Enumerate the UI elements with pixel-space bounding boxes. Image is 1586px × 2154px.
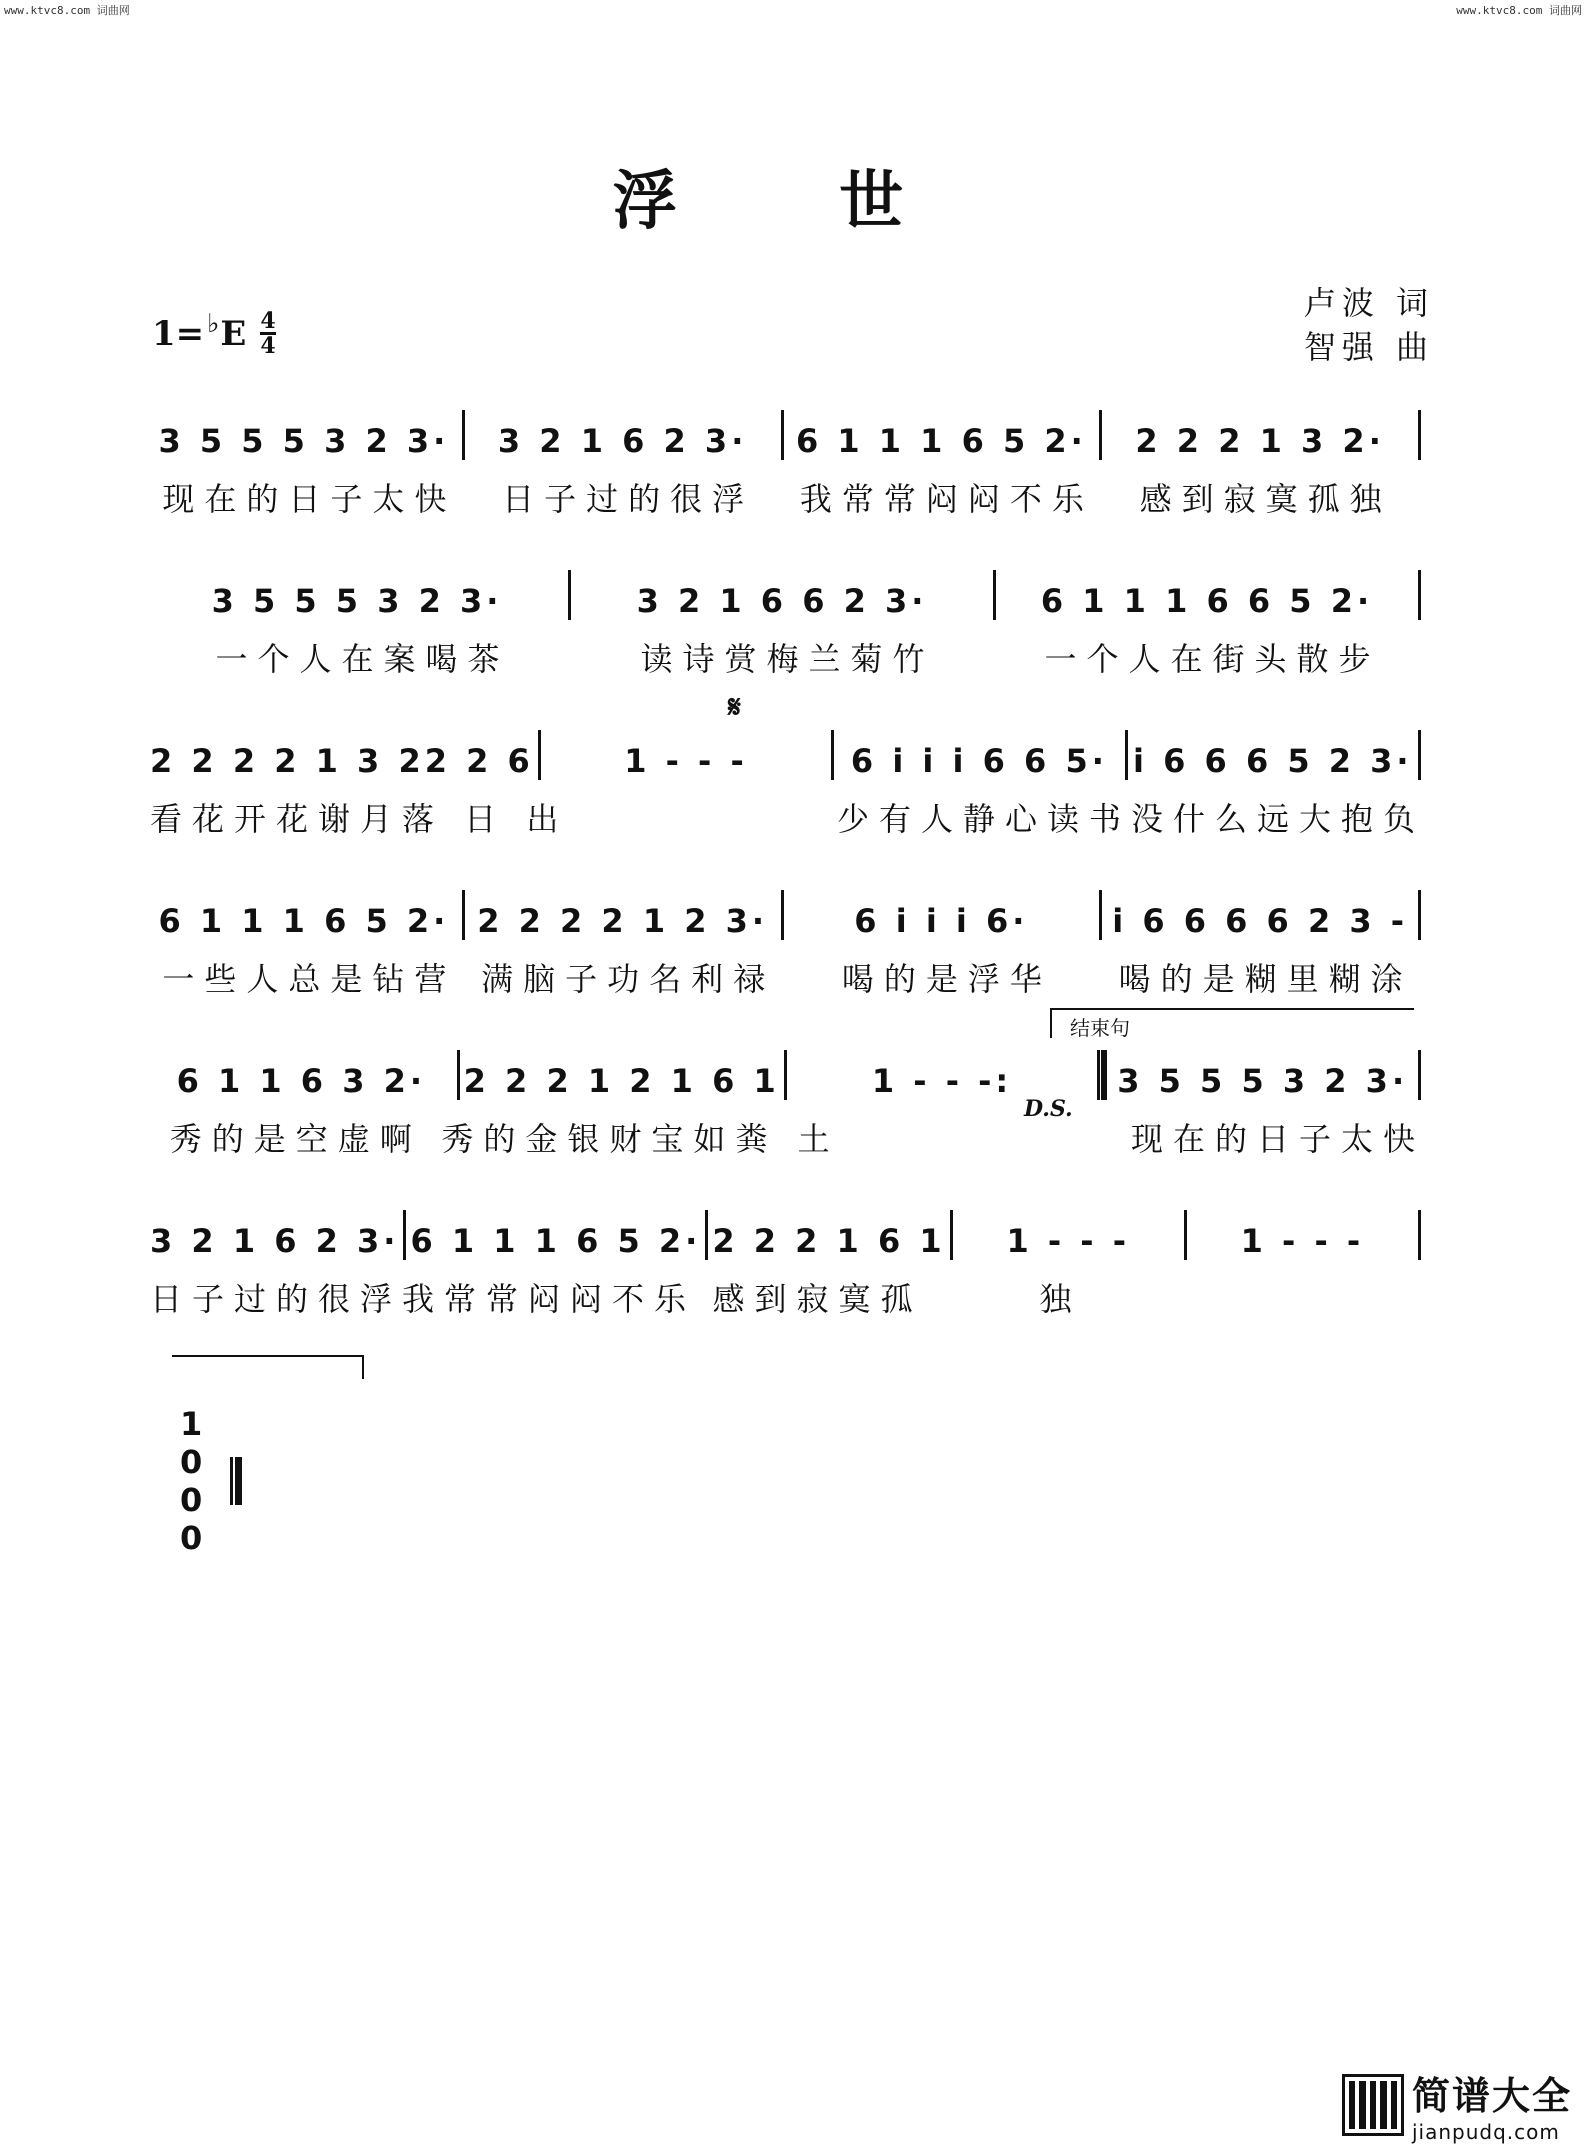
- barline: [1418, 1210, 1421, 1260]
- time-top: 4: [260, 308, 276, 334]
- barline: [831, 730, 834, 780]
- score-line-2: [150, 560, 1425, 680]
- final-measure: [180, 1405, 242, 1557]
- final-tie-bracket: [172, 1355, 364, 1379]
- lyric: 没什么远大抱负: [1130, 800, 1425, 838]
- barline: [705, 1210, 708, 1260]
- lyric-row: [150, 634, 1425, 680]
- measure: 2 2 2 2 1 3 22 2 6: [150, 742, 534, 780]
- score-line-1: [150, 400, 1425, 520]
- lyric-row: [150, 1114, 1425, 1160]
- barline: [462, 890, 465, 940]
- measure: i 6 6 6 5 2 3·: [1133, 742, 1413, 780]
- composer-credit: 智强 曲: [1303, 328, 1434, 366]
- song-title: 浮 世: [612, 165, 974, 239]
- site-logo: [1342, 2065, 1572, 2144]
- notation-row: [150, 720, 1425, 780]
- lyric: 满脑子功名利禄: [481, 960, 776, 998]
- measure: 3 2 1 6 2 3·: [150, 1222, 400, 1260]
- dal-segno-mark: D.S.: [1024, 1096, 1073, 1122]
- barline: [1418, 570, 1421, 620]
- notation-row: [150, 880, 1425, 940]
- piano-keys-icon: [1342, 2074, 1404, 2136]
- barline: [568, 570, 571, 620]
- score-line-6: [150, 1200, 1425, 1320]
- measure: 3 5 5 5 3 2 3·: [211, 582, 503, 620]
- lyric: 一些人总是钻营: [162, 960, 457, 998]
- time-bottom: 4: [260, 333, 276, 359]
- barline: [781, 890, 784, 940]
- ending-label: 结束句: [1070, 1016, 1130, 1040]
- lyric: 现在的日子太快: [162, 480, 457, 518]
- notation-row: [150, 1040, 1425, 1100]
- measure: 6 1 1 6 3 2·: [176, 1062, 427, 1100]
- watermark-right: www.ktvc8.com 词曲网: [1456, 4, 1582, 17]
- lyric: 独: [1039, 1280, 1082, 1318]
- barline: [457, 1050, 460, 1100]
- lyric: 喝的是糊里糊涂: [1118, 960, 1413, 998]
- lyric: 读诗赏梅兰菊竹: [640, 640, 935, 678]
- notation-row: [150, 560, 1425, 620]
- lyric: 日子过的很浮: [150, 1280, 403, 1318]
- lyric: 少有人静心读书: [836, 800, 1131, 838]
- lyric: 现在的日子太快: [1131, 1120, 1426, 1158]
- measure: 3 2 1 6 6 2 3·: [636, 582, 928, 620]
- measure: i 6 6 6 6 2 3 -: [1112, 902, 1409, 940]
- measure: 2 2 2 1 2 1 6 1: [463, 1062, 780, 1100]
- measure: 2 2 2 1 6 1: [712, 1222, 946, 1260]
- measure: 6 1 1 1 6 5 2·: [795, 422, 1087, 460]
- time-signature: [260, 310, 275, 357]
- lyric: 感到寂寞孤: [712, 1280, 923, 1318]
- barline: [1418, 890, 1421, 940]
- barline: [1184, 1210, 1187, 1260]
- lyric: 秀的金银财宝如粪 土: [441, 1120, 840, 1158]
- lyric: 看花开花谢月落 日 出: [150, 800, 569, 838]
- logo-name: 简谱大全: [1411, 2074, 1572, 2118]
- lyric: 感到寂寞孤独: [1139, 480, 1392, 518]
- segno-sign: 𝄋: [728, 690, 741, 725]
- measure: 3 5 5 5 3 2 3·: [1117, 1062, 1409, 1100]
- measure: 1 - - -: [624, 742, 748, 780]
- notation-row: [150, 400, 1425, 460]
- key-prefix: 1=: [152, 313, 205, 354]
- measure: 3 5 5 5 3 2 3·: [158, 422, 450, 460]
- barline: [781, 410, 784, 460]
- watermark-left: www.ktvc8.com 词曲网: [4, 4, 130, 17]
- lyric-row: [150, 1274, 1425, 1320]
- lyric: 日子过的很浮: [502, 480, 755, 518]
- measure: 1 - - -: [1006, 1222, 1130, 1260]
- lyric-row: [150, 954, 1425, 1000]
- barline: [1125, 730, 1128, 780]
- flat-symbol: ♭: [207, 308, 220, 339]
- lyric: 一个人在街头散步: [1044, 640, 1381, 678]
- lyric: 喝的是浮华: [841, 960, 1052, 998]
- notation-row: [150, 1200, 1425, 1260]
- barline: [403, 1210, 406, 1260]
- barline: [1099, 410, 1102, 460]
- lyric: 我常常闷闷不乐: [402, 1280, 697, 1318]
- final-barline: [230, 1457, 242, 1505]
- lyric: [568, 794, 837, 840]
- repeat-barline: [1097, 1050, 1107, 1100]
- measure: 2 2 2 2 1 2 3·: [477, 902, 769, 940]
- lyric: 秀的是空虚啊: [169, 1120, 422, 1158]
- lyric-row: [150, 794, 1425, 840]
- score-line-5: [150, 1040, 1425, 1160]
- measure: 6 i i i 6 6 5·: [850, 742, 1108, 780]
- barline: [1099, 890, 1102, 940]
- measure: 6 1 1 1 6 6 5 2·: [1040, 582, 1374, 620]
- logo-url: jianpudq.com: [1411, 2120, 1560, 2144]
- barline: [950, 1210, 953, 1260]
- lyric: 我常常闷闷不乐: [799, 480, 1094, 518]
- lyric: [1182, 1274, 1425, 1320]
- barline: [462, 410, 465, 460]
- lyric-row: [150, 474, 1425, 520]
- measure: 2 2 2 1 3 2·: [1135, 422, 1385, 460]
- barline: [538, 730, 541, 780]
- lyricist-credit: 卢波 词: [1303, 284, 1434, 322]
- key-note: E: [220, 313, 247, 354]
- lyric: [840, 1114, 1131, 1160]
- barline: [784, 1050, 787, 1100]
- score-line-4: [150, 880, 1425, 1000]
- measure: 6 1 1 1 6 5 2·: [158, 902, 450, 940]
- measure: 6 1 1 1 6 5 2·: [410, 1222, 702, 1260]
- key-signature: [152, 310, 276, 357]
- score-line-3: [150, 720, 1425, 840]
- measure: 1 - - -: [1240, 1222, 1365, 1260]
- barline: [993, 570, 996, 620]
- measure: 1 - - -:: [871, 1062, 1013, 1100]
- barline: [1418, 1050, 1421, 1100]
- final-notes: 1 0 0 0: [180, 1405, 217, 1557]
- barline: [1418, 410, 1421, 460]
- measure: 6 i i i 6·: [854, 902, 1029, 940]
- measure: 3 2 1 6 2 3·: [497, 422, 748, 460]
- barline: [1418, 730, 1421, 780]
- lyric: 一个人在案喝茶: [215, 640, 510, 678]
